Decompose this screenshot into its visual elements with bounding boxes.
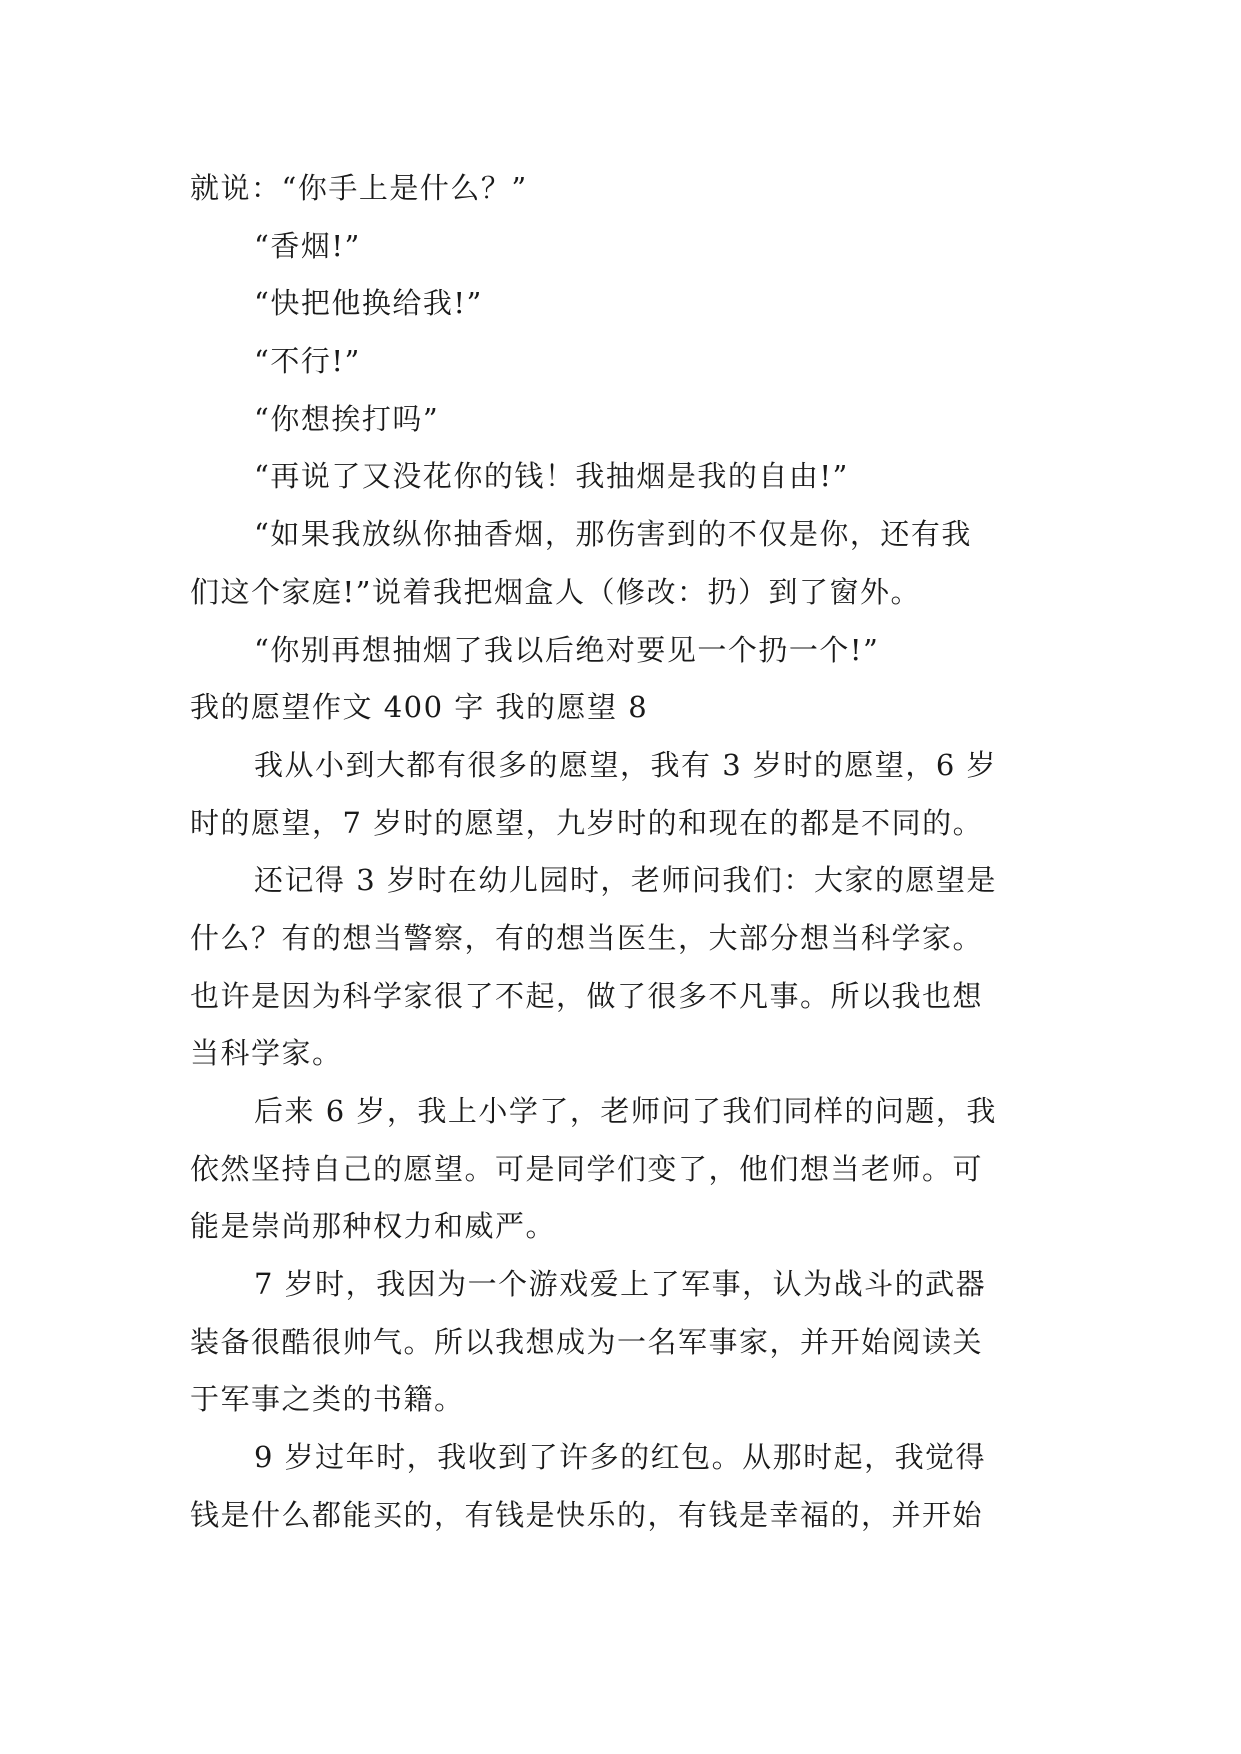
text-line: 还记得 3 岁时在幼儿园时，老师问我们：大家的愿望是 [254,863,997,898]
text-line: 什么？有的想当警察，有的想当医生，大部分想当科学家。 [190,920,984,955]
text-line: 7 岁时，我因为一个游戏爱上了军事，认为战斗的武器 [254,1267,987,1302]
text-line: “如果我放纵你抽香烟，那伤害到的不仅是你，还有我 [254,517,972,552]
text-line: 于军事之类的书籍。 [190,1382,465,1417]
text-line: 当科学家。 [190,1036,343,1071]
text-line: 我从小到大都有很多的愿望，我有 3 岁时的愿望，6 岁 [254,747,998,782]
text-line: “你别再想抽烟了我以后绝对要见一个扔一个!” [254,632,880,667]
text-line: 9 岁过年时，我收到了许多的红包。从那时起，我觉得 [254,1440,987,1475]
text-line: “快把他换给我!” [254,286,483,321]
text-line: “再说了又没花你的钱！我抽烟是我的自由!” [254,459,849,494]
text-line: 也许是因为科学家很了不起，做了很多不凡事。所以我也想 [190,978,984,1013]
text-line: 依然坚持自己的愿望。可是同学们变了，他们想当老师。可 [190,1151,984,1186]
text-line: 时的愿望，7 岁时的愿望，九岁时的和现在的都是不同的。 [190,805,984,840]
text-line: 就说：“你手上是什么？” [190,171,528,205]
text-line: “你想挨打吗” [254,401,440,436]
text-line: 们这个家庭!”说着我把烟盒人（修改：扔）到了窗外。 [190,574,921,609]
text-line: 装备很酷很帅气。所以我想成为一名军事家，并开始阅读关 [190,1324,984,1359]
text-line: “香烟!” [254,228,361,263]
text-line: 后来 6 岁，我上小学了，老师问了我们同样的问题，我 [254,1094,997,1128]
document-body [190,160,1070,1545]
text-line: 钱是什么都能买的，有钱是快乐的，有钱是幸福的，并开始 [190,1497,984,1532]
text-line: “不行!” [254,344,361,379]
text-line: 能是崇尚那种权力和威严。 [190,1209,557,1244]
section-heading: 我的愿望作文 400 字 我的愿望 8 [190,690,649,725]
